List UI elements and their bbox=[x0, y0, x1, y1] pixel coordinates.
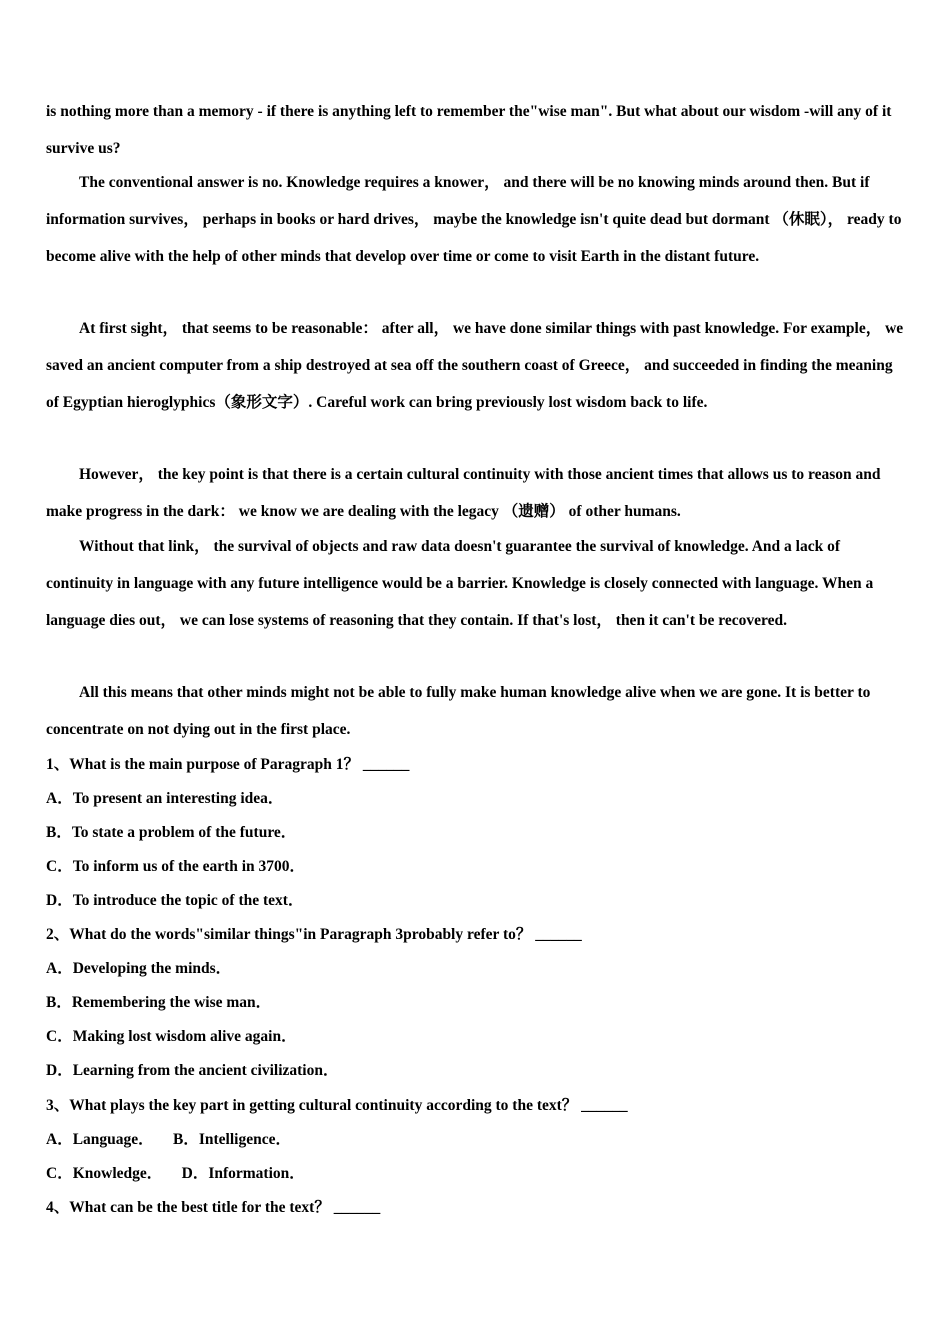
question-2-option-c[interactable]: C．Making lost wisdom alive again． bbox=[46, 1028, 297, 1045]
question-3-stem: 3、What plays the key part in getting cultural continuity according to the text？ ______ bbox=[46, 1097, 628, 1114]
passage-paragraph-2: At first sight， that seems to be reasonable： after all， we have done similar things with past knowledge. For example， we saved an ancient computer from a ship destroyed at sea off the southern coast of Greece， and succeeded in finding the meaning of Egyptian hieroglyphics（象形文字）. Careful work can bring previously lost wisdom back to life. bbox=[46, 320, 904, 412]
passage-paragraph-4: Without that link， the survival of objects and raw data doesn't guarantee the survival of knowledge. And a lack of continuity in language with any future intelligence would be a barrier. Knowledge is closely connected with language. When a language dies out， we can lose systems of reasoning that they contain. If that's lost， then it can't be recovered. bbox=[46, 538, 874, 630]
question-1-stem: 1、What is the main purpose of Paragraph 1？ ______ bbox=[46, 756, 410, 773]
question-3-options-cd[interactable]: C．Knowledge． D．Information． bbox=[46, 1165, 305, 1182]
passage-paragraph-1: The conventional answer is no. Knowledge requires a knower， and there will be no knowing minds around then. But if information survives， perhaps in books or hard drives， maybe the knowledge isn't quite dead but dormant （休眠）， ready to become alive with the help of other minds that develop over time or come to visit Earth in the distant future. bbox=[46, 174, 902, 266]
question-1-option-c[interactable]: C．To inform us of the earth in 3700． bbox=[46, 858, 306, 875]
question-3-options-ab[interactable]: A．Language． B．Intelligence． bbox=[46, 1131, 291, 1148]
passage-paragraph-5: All this means that other minds might not be able to fully make human knowledge alive when we are gone. It is better to concentrate on not dying out in the first place. bbox=[46, 684, 871, 739]
question-2-option-a[interactable]: A．Developing the minds． bbox=[46, 960, 232, 977]
passage-paragraph-3: However， the key point is that there is a certain cultural continuity with those ancient times that allows us to reason and make progress in the dark： we know we are dealing with the legacy （遗赠） of other humans. bbox=[46, 466, 881, 521]
question-4-stem: 4、What can be the best title for the text？ ______ bbox=[46, 1199, 381, 1216]
passage-paragraph-0: is nothing more than a memory - if there is anything left to remember the"wise man". But what about our wisdom -will any of it survive us? bbox=[46, 103, 892, 158]
question-2-option-b[interactable]: B．Remembering the wise man． bbox=[46, 994, 272, 1011]
question-2-stem: 2、What do the words"similar things"in Paragraph 3probably refer to？ ______ bbox=[46, 926, 582, 943]
question-1-option-d[interactable]: D．To introduce the topic of the text． bbox=[46, 892, 304, 909]
question-1-option-a[interactable]: A．To present an interesting idea． bbox=[46, 790, 284, 807]
question-2-option-d[interactable]: D．Learning from the ancient civilization． bbox=[46, 1062, 339, 1079]
question-1-option-b[interactable]: B．To state a problem of the future． bbox=[46, 824, 297, 841]
